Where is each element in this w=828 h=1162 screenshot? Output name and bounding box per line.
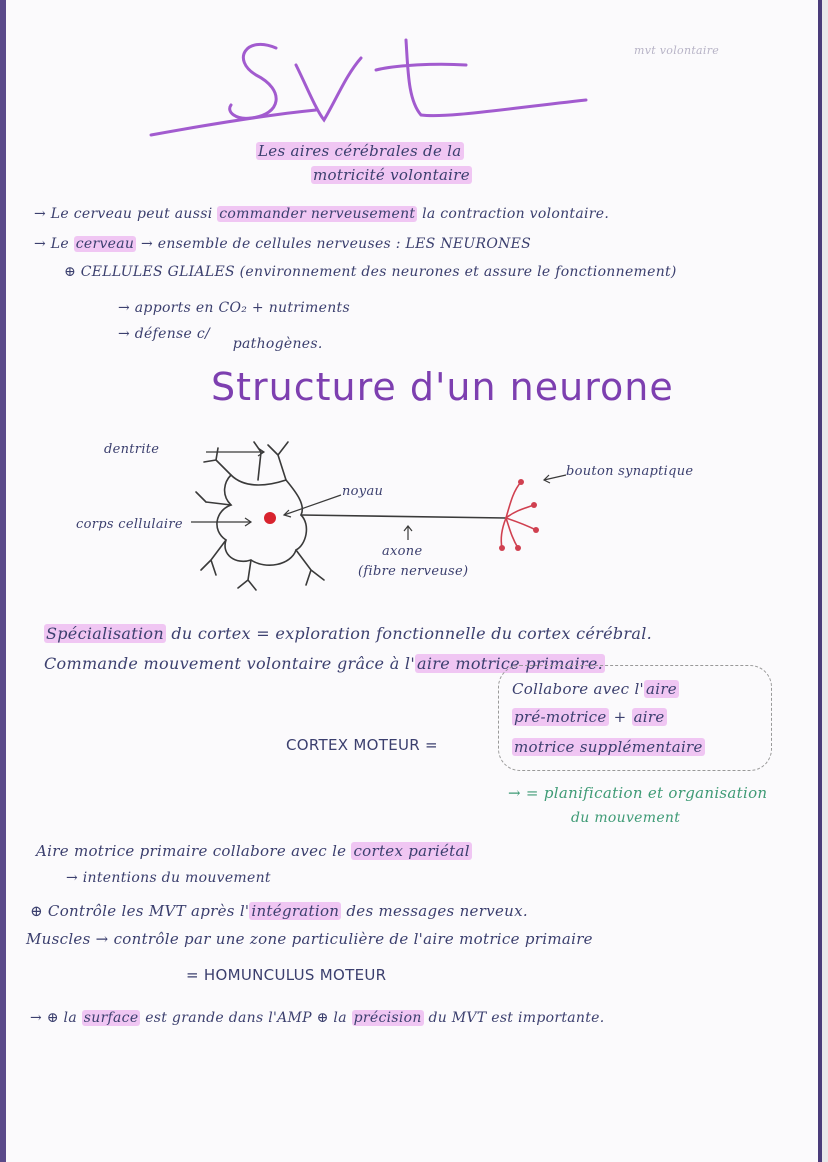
intro-line3: ⊕ CELLULES GLIALES (environnement des neurones et assure le fonctionnement) — [64, 264, 677, 280]
bottom-line2: → intentions du mouvement — [66, 870, 271, 886]
intro-bullet2: → défense c/ pathogènes. — [118, 326, 323, 352]
bottom-line3: ⊕ Contrôle les MVT après l' intégration des messages nerveux. — [30, 902, 528, 920]
label-fibre-nerveuse: (fibre nerveuse) — [358, 564, 469, 579]
bottom-line6: → ⊕ la surface est grande dans l'AMP ⊕ la précision du MVT est importante. — [30, 1010, 605, 1026]
subtitle-line2: motricité volontaire — [313, 166, 470, 184]
intro-bullet1: → apports en CO₂ + nutriments — [118, 300, 350, 316]
label-noyau: noyau — [342, 484, 384, 499]
bottom-line5: = HOMUNCULUS MOTEUR — [186, 966, 387, 984]
bottom-line1: Aire motrice primaire collabore avec le cortex pariétal — [36, 842, 470, 860]
intro-line2: → Le cerveau → ensemble de cellules nerveuses : LES NEURONES — [34, 236, 532, 252]
cortex-line1: Spécialisation du cortex = exploration fonctionnelle du cortex cérébral. — [46, 624, 653, 643]
box-line2: pré-motrice + aire — [514, 708, 665, 726]
label-corps-cellulaire: corps cellulaire — [76, 517, 183, 532]
subtitle-line1: Les aires cérébrales de la — [258, 142, 462, 160]
corner-note: mvt volontaire — [634, 44, 720, 57]
label-axone: axone — [382, 544, 423, 559]
notebook-page — [6, 0, 822, 1162]
green-line1: → = planification et organisation — [508, 784, 768, 802]
label-bouton-synaptique: bouton synaptique — [566, 464, 694, 479]
intro-line1: → Le cerveau peut aussi commander nerveusement la contraction volontaire. — [34, 206, 610, 222]
title-svt-drawing — [146, 30, 626, 140]
neuron-heading: Structure d'un neurone — [211, 365, 674, 409]
label-dendrite: dentrite — [104, 442, 160, 457]
cortex-moteur-label: CORTEX MOTEUR = — [286, 736, 438, 754]
bottom-line4: Muscles → contrôle par une zone particulière de l'aire motrice primaire — [26, 930, 593, 948]
green-line2: du mouvement — [571, 810, 681, 826]
box-line1: Collabore avec l' aire — [512, 680, 677, 698]
box-line3: motrice supplémentaire — [514, 738, 703, 756]
cortex-line2: Commande mouvement volontaire grâce à l' aire motrice primaire. — [44, 654, 604, 673]
